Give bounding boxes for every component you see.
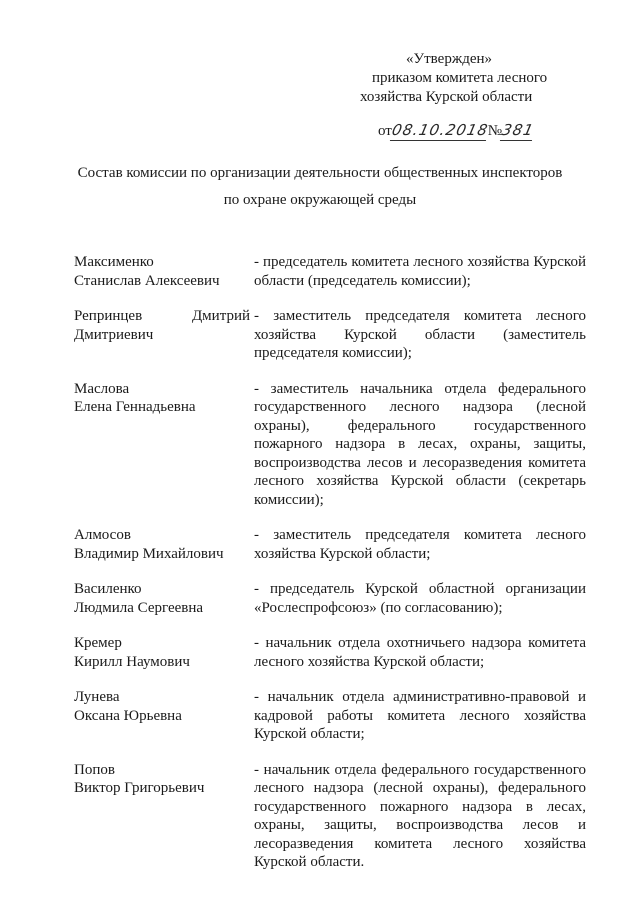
member-row [74, 526, 586, 563]
member-given-names: Оксана Юрьевна [74, 707, 182, 724]
member-role: - заместитель председателя комитета лесного хозяйства Курской области; [254, 527, 586, 562]
member-surname: Маслова [74, 380, 130, 397]
member-surname: Алмосов [74, 527, 131, 543]
approval-title: «Утвержден» [406, 51, 493, 67]
member-given-names: Дмитриевич [74, 326, 154, 343]
approval-committee-line: хозяйства Курской области [360, 89, 533, 105]
member-role: - заместитель начальника отдела федерального государственного лесного надзора (лесной охраны), федерального государственного пожарного надзора в лесах, охраны, защиты, воспроизводства лесов и лесоразведения комитета лесного хозяйства Курской области (секретарь комиссии); [254, 380, 586, 508]
member-surname: Лунева [74, 689, 120, 705]
handwritten-number: 381 [500, 121, 536, 139]
approval-block [360, 50, 600, 141]
member-name [74, 580, 250, 617]
member-name [74, 380, 250, 510]
document-title-line-2: по охране окружающей среды [223, 192, 417, 208]
handwritten-date: 08.10.2018 [390, 121, 490, 139]
member-role: - начальник отдела охотничьего надзора комитета лесного хозяйства Курской области; [254, 635, 586, 670]
member-role: - председатель комитета лесного хозяйства Курской области (председатель комиссии); [254, 254, 586, 289]
member-given-names: Виктор Григорьевич [74, 780, 205, 796]
member-role: - начальник отдела федерального государственного лесного надзора (лесной охраны), федерального государственного пожарного надзора в лесах, охраны, защиты, воспроизводства лесов и лесоразведения комитета лесного хозяйства Курской области. [254, 761, 586, 870]
member-name [74, 253, 250, 290]
member-surname: Максименко [74, 254, 154, 270]
approval-date-line [360, 121, 600, 141]
member-role: - заместитель председателя комитета лесного хозяйства Курской области (заместитель председателя комиссии); [254, 308, 586, 361]
number-prefix: № [487, 123, 503, 139]
member-given-names: Владимир Михайлович [74, 545, 224, 562]
member-row [74, 688, 586, 744]
member-row [74, 761, 586, 872]
member-surname: Репринцев Дмитрий [74, 308, 250, 324]
member-name [74, 761, 250, 872]
member-row [74, 307, 586, 363]
member-given-names: Станислав Алексеевич [74, 272, 220, 289]
member-row [74, 580, 586, 617]
member-role: - начальник отдела административно-правовой и кадровой работы комитета лесного хозяйства Курской области; [254, 689, 586, 742]
member-row [74, 380, 586, 510]
member-surname: Василенко [74, 581, 142, 597]
member-row [74, 253, 586, 290]
date-prefix: от [378, 123, 392, 139]
member-name [74, 307, 250, 363]
approval-order-line: приказом комитета лесного [372, 70, 548, 86]
member-role: - председатель Курской областной организации «Рослеспрофсоюз» (по согласованию); [254, 581, 586, 616]
member-given-names: Людмила Сергеевна [74, 599, 204, 616]
member-name [74, 526, 250, 563]
document-title-line-1: Состав комиссии по организации деятельности общественных инспекторов [77, 165, 563, 181]
commission-member-list [74, 253, 586, 889]
member-given-names: Кирилл Наумович [74, 653, 190, 670]
member-surname: Попов [74, 761, 115, 778]
member-surname: Кремер [74, 635, 122, 651]
member-name [74, 634, 250, 671]
member-given-names: Елена Геннадьевна [74, 399, 196, 415]
member-name [74, 688, 250, 744]
member-row [74, 634, 586, 671]
